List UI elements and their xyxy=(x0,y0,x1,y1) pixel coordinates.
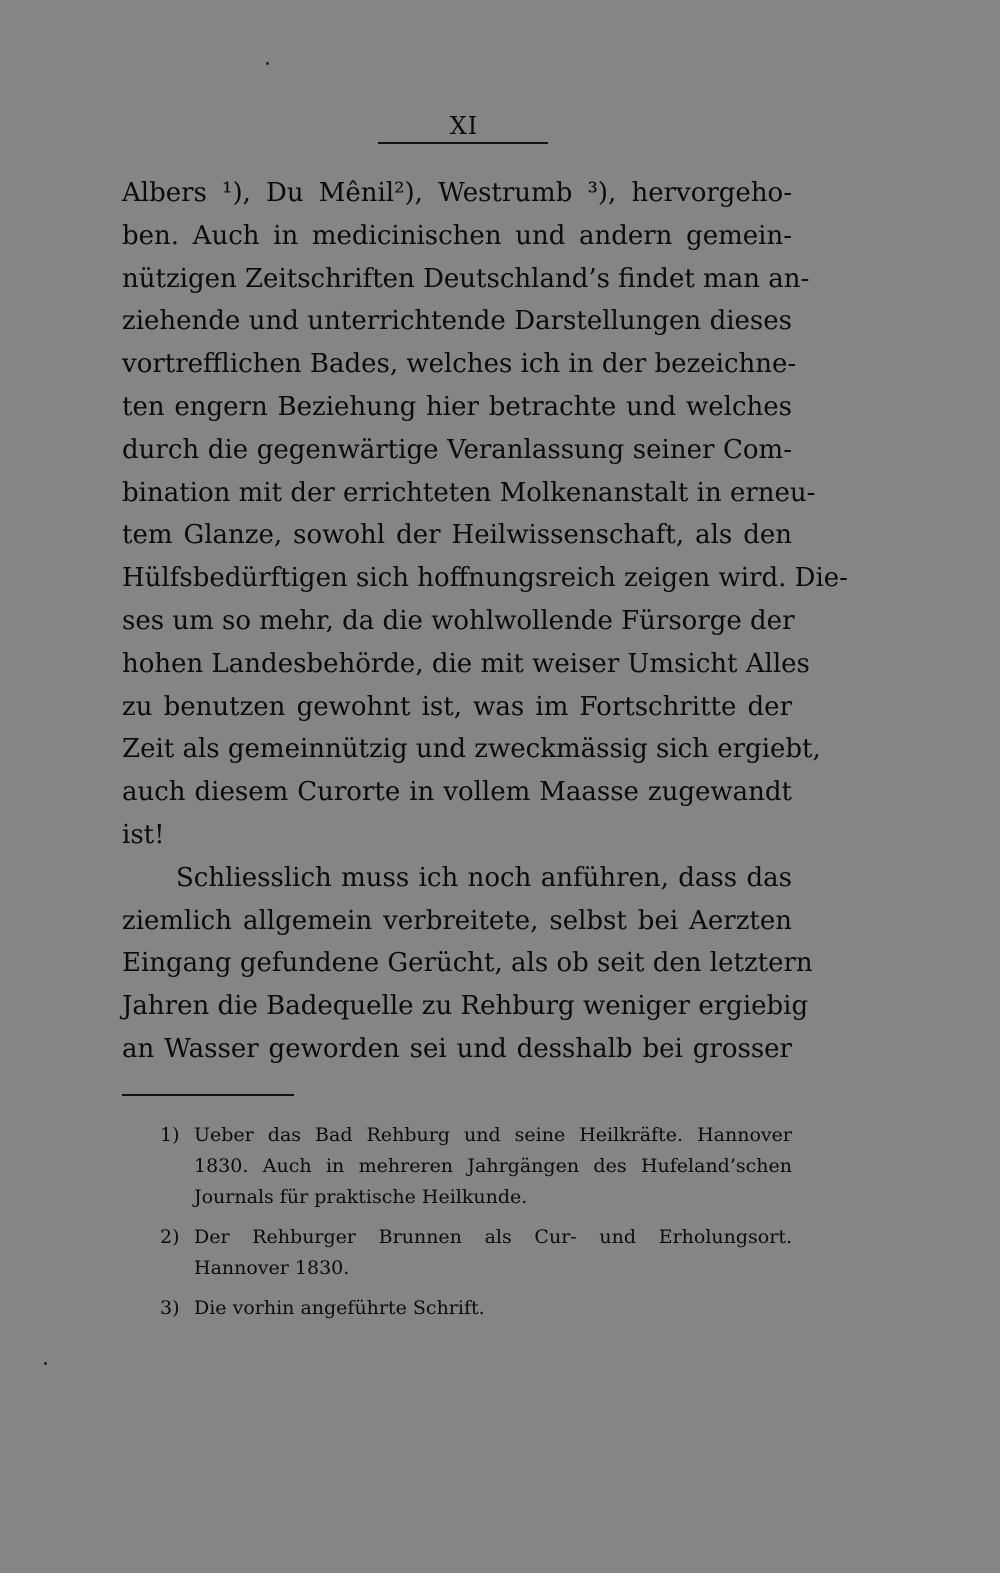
body-line: Hülfsbedürftigen sich hoffnungsreich zeigen wird. Die- xyxy=(122,563,848,594)
scan-speck xyxy=(266,62,269,65)
header-rule xyxy=(378,142,548,144)
footnote-line: Die vorhin angeführte Schrift. xyxy=(194,1297,485,1319)
footnote xyxy=(160,1222,792,1284)
footnotes xyxy=(160,1120,792,1333)
body-line: vortrefflichen Bades, welches ich in der bezeichne- xyxy=(122,349,797,380)
scan-speck xyxy=(44,1362,47,1365)
body-line: Albers ¹), Du Mênil²), Westrumb ³), hervorgeho- xyxy=(122,178,792,208)
body-text xyxy=(122,172,848,1071)
footnote xyxy=(160,1120,792,1213)
footnote-line: Journals für praktische Heilkunde. xyxy=(194,1186,528,1208)
body-line: Schliesslich muss ich noch anführen, dass das xyxy=(176,862,792,893)
body-line: ten engern Beziehung hier betrachte und welches xyxy=(122,391,792,422)
body-line: nützigen Zeitschriften Deutschland’s findet man an- xyxy=(122,263,810,294)
footnote-rule xyxy=(122,1094,294,1096)
page-number: XI xyxy=(449,112,479,140)
footnote-line: Hannover 1830. xyxy=(194,1257,350,1279)
body-line: Jahren die Badequelle zu Rehburg weniger ergiebig xyxy=(122,991,809,1022)
footnote-line: Ueber das Bad Rehburg und seine Heilkräfte. Hannover xyxy=(194,1124,792,1146)
footnote xyxy=(160,1293,792,1324)
body-line: ziehende und unterrichtende Darstellungen dieses xyxy=(122,306,792,337)
footnote-mark: 2) xyxy=(160,1226,180,1248)
body-line: hohen Landesbehörde, die mit weiser Umsicht Alles xyxy=(122,648,810,679)
body-line: zu benutzen gewohnt ist, was im Fortschritte der xyxy=(122,691,792,722)
body-line: ist! xyxy=(122,819,165,850)
body-line: auch diesem Curorte in vollem Maasse zugewandt xyxy=(122,777,792,808)
footnote-mark: 1) xyxy=(160,1124,180,1146)
body-line: ses um so mehr, da die wohlwollende Fürsorge der xyxy=(122,605,795,636)
body-line: bination mit der errichteten Molkenanstalt in erneu- xyxy=(122,477,816,508)
footnote-line: 1830. Auch in mehreren Jahrgängen des Hufeland’schen xyxy=(194,1155,792,1177)
footnote-mark: 3) xyxy=(160,1297,180,1319)
body-line: ben. Auch in medicinischen und andern gemein- xyxy=(122,220,792,251)
body-line: Zeit als gemeinnützig und zweckmässig sich ergiebt, xyxy=(122,734,821,765)
body-line: tem Glanze, sowohl der Heilwissenschaft, als den xyxy=(122,520,792,551)
footnote-line: Der Rehburger Brunnen als Cur- und Erholungsort. xyxy=(194,1226,792,1248)
body-line: Eingang gefundene Gerücht, als ob seit den letztern xyxy=(122,948,813,979)
body-line: an Wasser geworden sei und desshalb bei grosser xyxy=(122,1033,792,1064)
body-line: durch die gegenwärtige Veranlassung seiner Com- xyxy=(122,434,792,465)
body-line: ziemlich allgemein verbreitete, selbst bei Aerzten xyxy=(122,905,792,936)
